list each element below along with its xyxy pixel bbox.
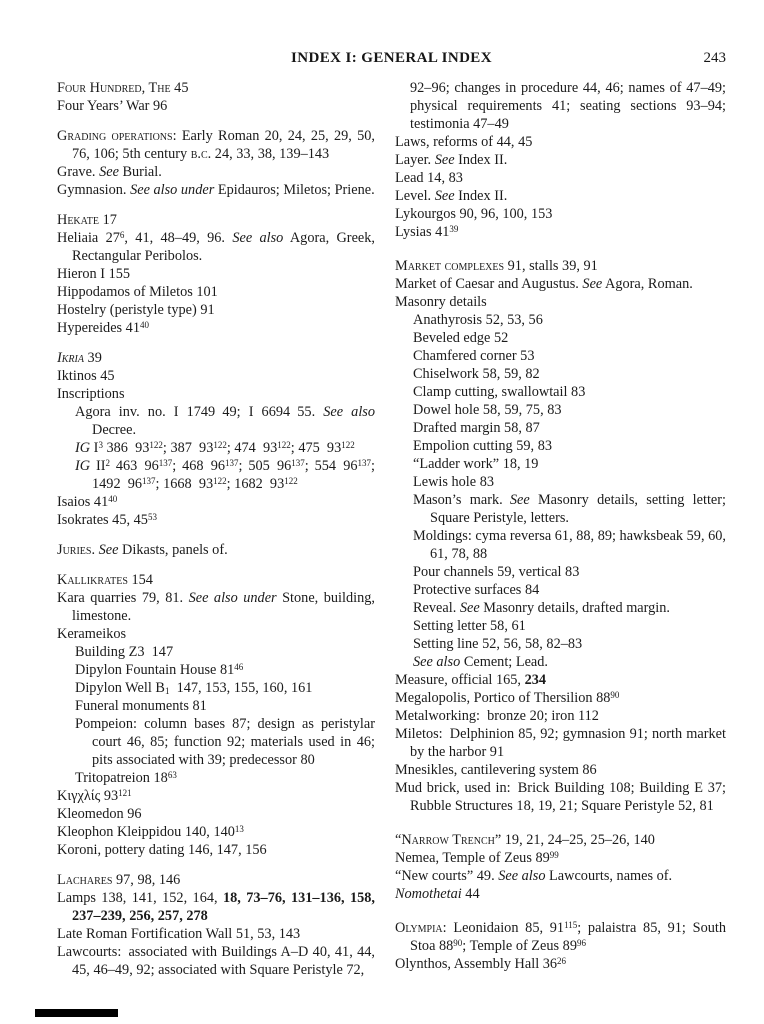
index-entry (395, 885, 726, 903)
entry-text: 53 (147, 511, 157, 522)
entry-text: Hippodamos of Miletos 101 (57, 284, 218, 300)
entry-text: b.c. (190, 146, 212, 162)
entry-text: Chamfered corner 53 (413, 348, 535, 364)
entry-text: Lawcourts, names of. (545, 868, 673, 884)
entry-text: Protective surfaces 84 (413, 582, 540, 598)
entry-text: Mason’s mark. (413, 492, 510, 508)
entry-text: Olympia: (395, 920, 447, 936)
entry-text: Lawcourts: associated with Buildings A–D 40, 41, 44, 45, 46–49, 92; associated with Square Peristyle 72, (57, 944, 375, 978)
entry-text: 137 (291, 457, 305, 468)
entry-text: Pour channels 59, vertical 83 (413, 564, 580, 580)
entry-text: Setting line 52, 56, 58, 82–83 (413, 636, 583, 652)
entry-text: 90 (453, 937, 463, 948)
index-entry (57, 571, 375, 589)
entry-text: 121 (118, 787, 132, 798)
index-entry (57, 319, 375, 337)
entry-text: 137 (357, 457, 372, 468)
entry-text: 1 (164, 686, 170, 697)
index-entry (57, 787, 375, 805)
entry-text: See also (498, 868, 546, 884)
entry-text: 122 (213, 475, 227, 486)
index-entry (57, 367, 375, 385)
entry-text: Miletos: Delphinion 85, 92; gymnasion 91; north market by the harbor 91 (395, 726, 726, 760)
index-entry (395, 671, 726, 689)
index-entry (395, 223, 726, 241)
entry-text: “ (395, 832, 402, 848)
index-entry (57, 871, 375, 889)
entry-text: Stone, building, limestone. (72, 590, 375, 624)
index-entry (395, 329, 726, 347)
entry-text: Cement; Lead. (460, 654, 548, 670)
page-title: INDEX I: GENERAL INDEX (291, 50, 492, 66)
index-entry (395, 169, 726, 187)
entry-text: IG (75, 458, 91, 474)
index-entry (395, 955, 726, 973)
entry-text: 137 (158, 457, 173, 468)
entry-text: Level. (395, 188, 435, 204)
entry-text: Megalopolis, Portico of Thersilion 88 (395, 690, 611, 706)
entry-text: IG (75, 440, 91, 456)
index-entry (57, 283, 375, 301)
index-entry (395, 581, 726, 599)
index-entry (57, 805, 375, 823)
entry-text: Dipylon Well B (75, 680, 165, 696)
index-entry (57, 769, 375, 787)
index-entry (395, 491, 726, 527)
index-entry (395, 653, 726, 671)
entry-text: II (90, 458, 106, 474)
entry-text: See (434, 188, 455, 204)
index-entry (57, 265, 375, 283)
entry-text: Hypereides 41 (57, 320, 140, 336)
entry-text: 24, 33, 38, 139–143 (211, 146, 330, 162)
entry-text: Market complexes (395, 258, 505, 274)
entry-text: 137 (225, 457, 239, 468)
entry-text: Isaios 41 (57, 494, 109, 510)
entry-text: “Ladder work” 18, 19 (413, 456, 539, 472)
entry-text: 39 (449, 223, 459, 234)
index-entry (57, 823, 375, 841)
entry-text: Leonidaion 85, 91 (446, 920, 565, 936)
entry-text: 2 (105, 457, 110, 468)
entry-text: Grave. (57, 164, 100, 180)
index-entry (395, 347, 726, 365)
entry-text: 90 (610, 689, 620, 700)
index-entry (395, 151, 726, 169)
entry-text: “New courts” 49. (395, 868, 499, 884)
entry-text: Index II. (454, 152, 508, 168)
entry-text: 39 (83, 350, 102, 366)
entry-text: 115 (564, 919, 578, 930)
index-entry (395, 689, 726, 707)
entry-text: Agora inv. no. I 1749 49; I 6694 55. (75, 404, 324, 420)
entry-text: I (90, 440, 99, 456)
index-entry (395, 79, 726, 133)
index-entry (57, 97, 375, 115)
entry-text: Kara quarries 79, 81. (57, 590, 189, 606)
index-entry (57, 943, 375, 979)
entry-text: 92–96; changes in procedure 44, 46; names of 47–49; physical requirements 41; seating sections 93–94; testimonia 47–49 (410, 80, 726, 132)
entry-text: Reveal. (413, 600, 460, 616)
entry-text: 40 (139, 319, 149, 330)
entry-text: 96 (576, 937, 586, 948)
index-entry (395, 707, 726, 725)
entry-text: Isokrates 45, 45 (57, 512, 148, 528)
entry-text: 463 96 (110, 458, 159, 474)
entry-text: Ikria (57, 350, 84, 366)
entry-text: Lykourgos 90, 96, 100, 153 (395, 206, 553, 222)
entry-text: See (582, 276, 603, 292)
index-entry (395, 365, 726, 383)
entry-text: Four Years’ War 96 (57, 98, 168, 114)
entry-text: ; 475 93 (290, 440, 342, 456)
entry-text: Burial. (118, 164, 162, 180)
entry-text: 137 (142, 475, 156, 486)
entry-text: See also under (188, 590, 277, 606)
entry-text: 13 (234, 823, 244, 834)
entry-text: ; 387 93 (162, 440, 214, 456)
entry-text: ; 1668 93 (155, 476, 214, 492)
index-entry (57, 385, 375, 403)
index-entry (395, 257, 726, 275)
entry-text: Grading operations: (57, 128, 177, 144)
entry-text: See also (413, 654, 461, 670)
index-entry (395, 401, 726, 419)
entry-text: Empolion cutting 59, 83 (413, 438, 552, 454)
entry-text: ; 554 96 (304, 458, 358, 474)
index-entry (57, 661, 375, 679)
entry-text: Κιγχλίς 93 (57, 788, 119, 804)
index-entry (57, 589, 375, 625)
entry-text: 26 (557, 955, 567, 966)
entry-text: Chiselwork 58, 59, 82 (413, 366, 540, 382)
entry-text: 122 (284, 475, 298, 486)
entry-text: ; 1492 96 (92, 458, 376, 492)
entry-text: See also (323, 404, 376, 420)
entry-text: Lead 14, 83 (395, 170, 463, 186)
entry-text: See (509, 492, 530, 508)
entry-text: 44 (461, 886, 480, 902)
entry-text: Agora, Roman. (602, 276, 693, 292)
entry-text: See (98, 542, 119, 558)
index-entry (395, 455, 726, 473)
entry-text: Dowel hole 58, 59, 75, 83 (413, 402, 562, 418)
index-columns (57, 79, 726, 979)
entry-text: ; 505 96 (238, 458, 292, 474)
index-entry (57, 715, 375, 769)
entry-text: Kallikrates (57, 572, 128, 588)
index-entry (395, 635, 726, 653)
index-entry (57, 163, 375, 181)
entry-text: Mud brick, used in: Brick Building 108; Building E 37; Rubble Structures 18, 19, 21; Square Peristyle 52, 81 (395, 780, 726, 814)
entry-text: See also under (130, 182, 215, 198)
entry-text: Dipylon Fountain House 81 (75, 662, 235, 678)
index-entry (57, 697, 375, 715)
entry-text: Epidauros; Miletos; Priene. (214, 182, 375, 198)
entry-text: 46 (234, 661, 244, 672)
index-entry (57, 541, 375, 559)
index-entry (57, 925, 375, 943)
page-number: 243 (703, 50, 726, 66)
entry-text: Nomothetai (395, 886, 462, 902)
index-entry (57, 889, 375, 925)
entry-text: Tritopatreion 18 (75, 770, 168, 786)
entry-text: See also (232, 230, 284, 246)
entry-text: 45 (170, 80, 189, 96)
index-column-left (57, 79, 375, 979)
entry-text: 122 (213, 439, 227, 450)
entry-text: 91, stalls 39, 91 (504, 258, 598, 274)
entry-text: Late Roman Fortification Wall 51, 53, 143 (57, 926, 301, 942)
entry-text: Hekate (57, 212, 99, 228)
index-entry (395, 275, 726, 293)
entry-text: ; 1682 93 (226, 476, 285, 492)
index-entry (57, 439, 375, 457)
entry-text: Four Hundred, The (57, 80, 171, 96)
entry-text: , 41, 48–49, 96. (124, 230, 233, 246)
entry-text: Index II. (454, 188, 508, 204)
index-entry (395, 599, 726, 617)
entry-text: Kleophon Kleippidou 140, 140 (57, 824, 235, 840)
index-column-right (395, 79, 726, 979)
entry-text: Laws, reforms of 44, 45 (395, 134, 533, 150)
index-entry (57, 211, 375, 229)
entry-text: Market of Caesar and Augustus. (395, 276, 583, 292)
index-entry (395, 187, 726, 205)
entry-text: ; 468 96 (172, 458, 226, 474)
index-entry (395, 527, 726, 563)
entry-text: Mnesikles, cantilevering system 86 (395, 762, 597, 778)
index-entry (395, 133, 726, 151)
index-entry (395, 437, 726, 455)
entry-text: Funeral monuments 81 (75, 698, 207, 714)
entry-text: Hostelry (peristyle type) 91 (57, 302, 215, 318)
entry-text: Anathyrosis 52, 53, 56 (413, 312, 543, 328)
entry-text: See (99, 164, 119, 180)
entry-text: Inscriptions (57, 386, 125, 402)
entry-text: ; Temple of Zeus 89 (462, 938, 577, 954)
entry-text: Olynthos, Assembly Hall 36 (395, 956, 558, 972)
entry-text: Lewis hole 83 (413, 474, 494, 490)
index-entry (57, 679, 375, 697)
entry-text: 147, 153, 155, 160, 161 (169, 680, 313, 696)
entry-text: Lysias 41 (395, 224, 450, 240)
index-entry (395, 779, 726, 815)
entry-text: Hieron I 155 (57, 266, 131, 282)
entry-text: 154 (127, 572, 153, 588)
index-entry (57, 511, 375, 529)
index-entry (57, 349, 375, 367)
index-entry (57, 301, 375, 319)
entry-text: Early Roman 20, 24, 25, 29, 50, 76, 106; 5th century (72, 128, 375, 162)
entry-text: 40 (108, 493, 118, 504)
entry-text: See (459, 600, 480, 616)
index-entry (395, 761, 726, 779)
index-entry (57, 457, 375, 493)
entry-text: 97, 98, 146 (112, 872, 181, 888)
entry-text: Masonry details, drafted margin. (479, 600, 671, 616)
entry-text: See (434, 152, 455, 168)
entry-text: 63 (167, 769, 177, 780)
entry-text: Dikasts, panels of. (118, 542, 228, 558)
index-entry (57, 127, 375, 163)
index-entry (395, 563, 726, 581)
entry-text: Iktinos 45 (57, 368, 115, 384)
scan-artifact-mark (35, 1009, 118, 1017)
index-entry (57, 493, 375, 511)
entry-text: Juries (57, 542, 92, 558)
entry-text: 122 (341, 439, 355, 450)
index-entry (395, 311, 726, 329)
entry-text: Pompeion: column bases 87; design as peristylar court 46, 85; function 92; materials used in 46; pits associated with 39; predecessor 80 (75, 716, 375, 768)
index-entry (395, 617, 726, 635)
entry-text: Moldings: cyma reversa 61, 88, 89; hawksbeak 59, 60, 61, 78, 88 (413, 528, 726, 562)
entry-text: Beveled edge 52 (413, 330, 509, 346)
entry-text: Kerameikos (57, 626, 127, 642)
entry-text: 17 (99, 212, 117, 228)
entry-text: 234 (524, 672, 547, 688)
entry-text: Gymnasion. (57, 182, 131, 198)
entry-text: . (91, 542, 99, 558)
index-entry (57, 403, 375, 439)
index-entry (395, 473, 726, 491)
index-entry (395, 849, 726, 867)
index-entry (395, 205, 726, 223)
index-entry (395, 831, 726, 849)
entry-text: Kleomedon 96 (57, 806, 142, 822)
entry-text: Measure, official 165, (395, 672, 525, 688)
index-entry (57, 841, 375, 859)
entry-text: Nemea, Temple of Zeus 89 (395, 850, 550, 866)
entry-text: Setting letter 58, 61 (413, 618, 526, 634)
index-entry (395, 725, 726, 761)
index-entry (395, 919, 726, 955)
entry-text: Layer. (395, 152, 435, 168)
index-entry (57, 229, 375, 265)
entry-text: Metalworking: bronze 20; iron 112 (395, 708, 599, 724)
entry-text: Lamps 138, 141, 152, 164, (57, 890, 223, 906)
entry-text: 386 93 (102, 440, 150, 456)
entry-text: 18, 73–76, 131–136, 158, 237–239, 256, 257, 278 (72, 890, 375, 924)
index-entry (57, 181, 375, 199)
index-entry (395, 383, 726, 401)
entry-text: ; palaistra 85, 91; South Stoa 88 (410, 920, 726, 954)
entry-text: Lachares (57, 872, 113, 888)
entry-text: 99 (549, 849, 559, 860)
entry-text: ” 19, 21, 24–25, 25–26, 140 (494, 832, 655, 848)
entry-text: Koroni, pottery dating 146, 147, 156 (57, 842, 267, 858)
entry-text: 122 (277, 439, 291, 450)
entry-text: Drafted margin 58, 87 (413, 420, 540, 436)
entry-text: Agora, Greek, Rectangular Peribolos. (72, 230, 375, 264)
entry-text: Decree. (92, 422, 137, 438)
entry-text: Heliaia 27 (57, 230, 120, 246)
entry-text: ; 474 93 (226, 440, 278, 456)
entry-text: Clamp cutting, swallowtail 83 (413, 384, 586, 400)
index-entry (395, 293, 726, 311)
page-header (57, 50, 726, 70)
entry-text: Building Z3 147 (75, 644, 174, 660)
index-entry (57, 625, 375, 643)
index-entry (57, 643, 375, 661)
index-entry (395, 867, 726, 885)
entry-text: 3 (98, 439, 103, 450)
entry-text: 6 (119, 229, 125, 240)
entry-text: 122 (149, 439, 163, 450)
index-entry (57, 79, 375, 97)
entry-text: Narrow Trench (401, 832, 495, 848)
entry-text: Masonry details (395, 294, 487, 310)
entry-text: Masonry details, setting letter; Square Peristyle, letters. (430, 492, 726, 526)
index-entry (395, 419, 726, 437)
